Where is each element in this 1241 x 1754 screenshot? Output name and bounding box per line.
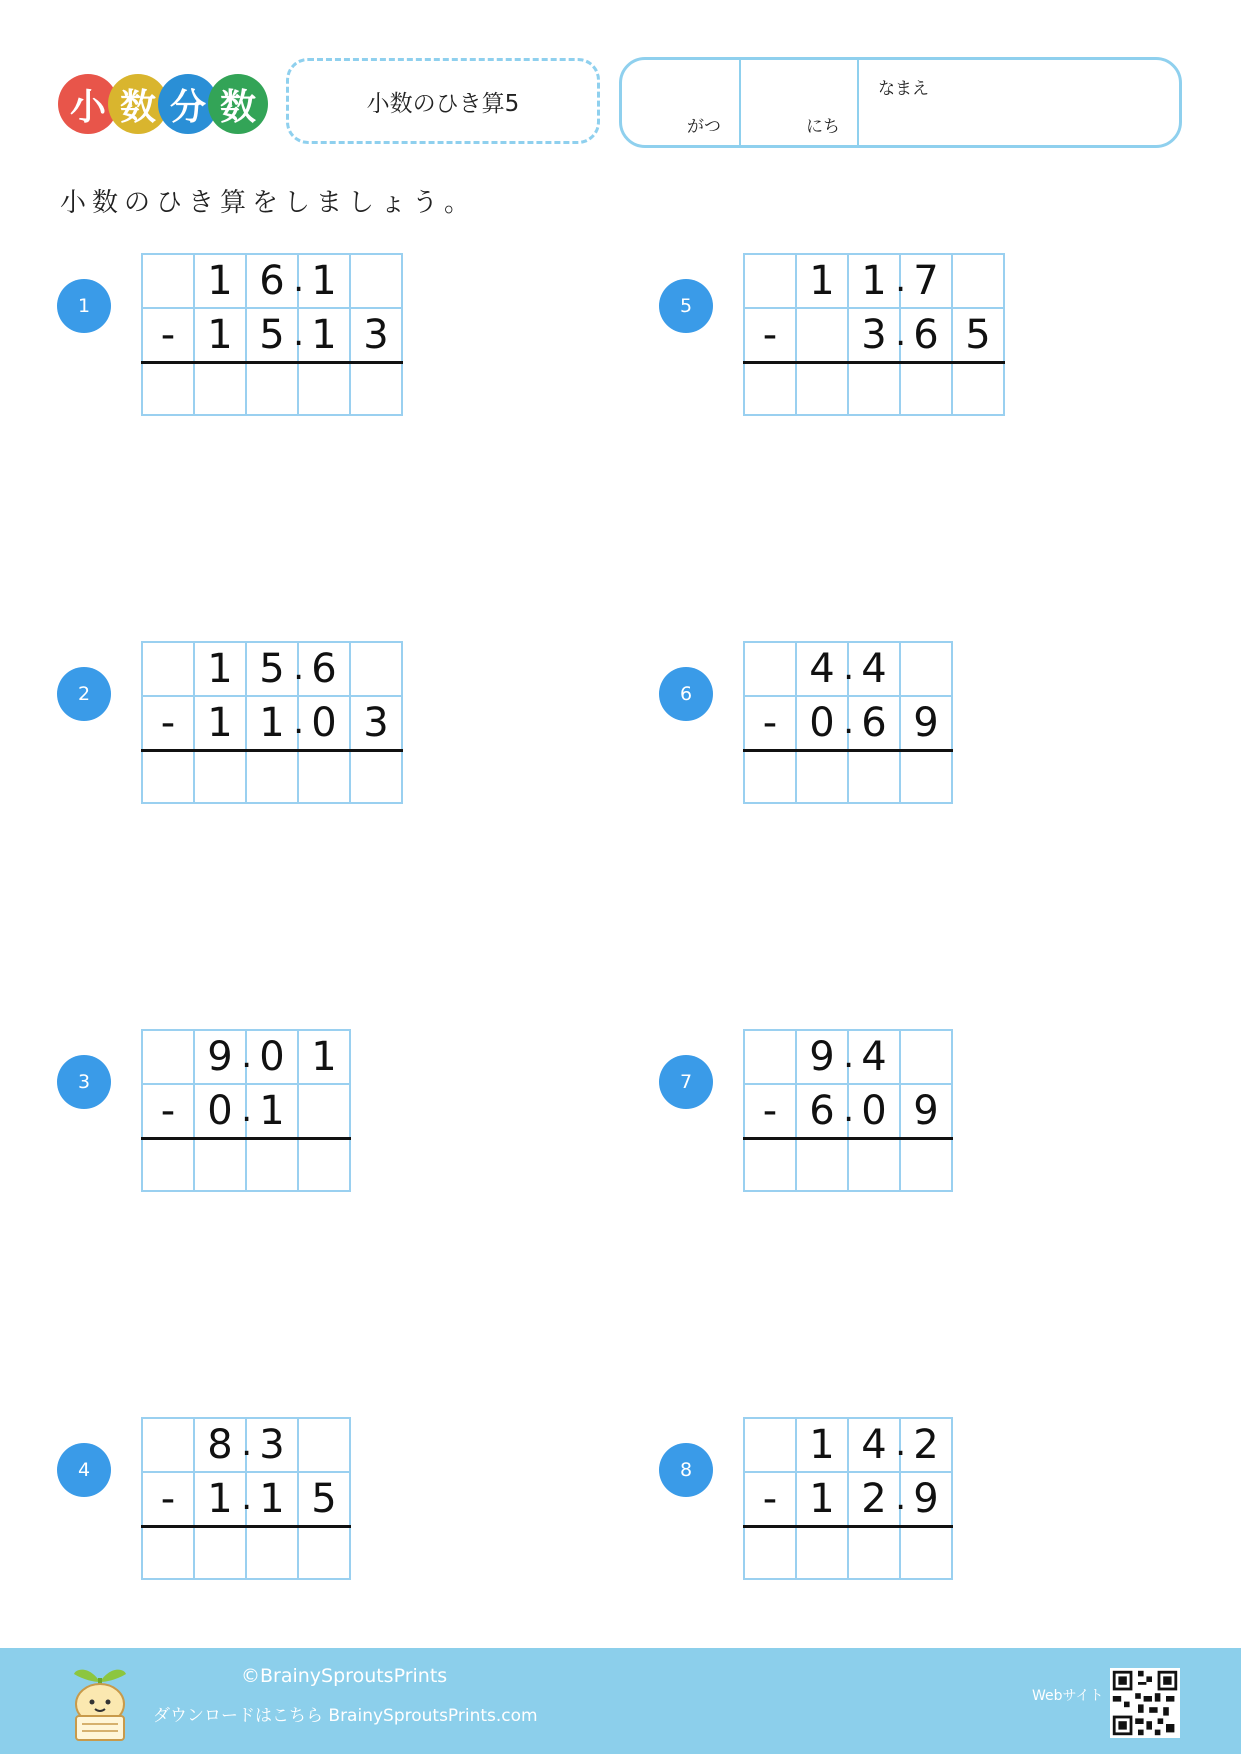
minuend-digit xyxy=(952,254,1004,308)
divider xyxy=(857,60,859,145)
problem-grid xyxy=(743,1029,953,1192)
answer-cell[interactable] xyxy=(298,1139,350,1191)
name-field[interactable] xyxy=(862,100,1172,142)
download-link[interactable]: ダウンロードはこちら BrainySproutsPrints.com xyxy=(153,1706,538,1726)
answer-cell[interactable] xyxy=(900,363,952,415)
subtrahend-digit: 5 xyxy=(298,1472,350,1527)
subtrahend-digit: 1 xyxy=(194,696,246,751)
answer-cell[interactable] xyxy=(796,1139,848,1191)
subtrahend-digit: 1 xyxy=(298,308,350,363)
answer-cell[interactable] xyxy=(848,751,900,803)
subtrahend-digit: 9 xyxy=(900,696,952,751)
answer-cell[interactable] xyxy=(900,1527,952,1579)
decimal-point: . xyxy=(843,702,854,742)
decimal-point: . xyxy=(241,1090,252,1130)
minuend-digit xyxy=(350,254,402,308)
problem-number: 4 xyxy=(57,1443,111,1497)
problem-number: 3 xyxy=(57,1055,111,1109)
answer-cell[interactable] xyxy=(350,363,402,415)
answer-cell[interactable] xyxy=(900,751,952,803)
subtrahend-digit: - xyxy=(142,696,194,751)
answer-cell[interactable] xyxy=(848,1139,900,1191)
decimal-point: . xyxy=(843,1090,854,1130)
answer-cell[interactable] xyxy=(796,751,848,803)
problem-number: 6 xyxy=(659,667,713,721)
subtrahend-digit: 6 xyxy=(900,308,952,363)
month-field[interactable] xyxy=(627,65,737,143)
minuend-digit: 3 xyxy=(246,1418,298,1472)
answer-cell[interactable] xyxy=(744,751,796,803)
minuend-digit xyxy=(744,254,796,308)
subtrahend-digit: - xyxy=(744,1472,796,1527)
minuend-digit xyxy=(350,642,402,696)
subtrahend-digit: - xyxy=(142,308,194,363)
subtrahend-digit: 1 xyxy=(796,1472,848,1527)
subtrahend-digit: 0 xyxy=(848,1084,900,1139)
minuend-digit xyxy=(298,1418,350,1472)
problem-grid xyxy=(743,253,1005,416)
subtrahend-digit xyxy=(796,308,848,363)
subtrahend-digit: 3 . xyxy=(848,308,900,363)
decimal-point: . xyxy=(293,260,304,300)
answer-cell[interactable] xyxy=(744,363,796,415)
subtrahend-digit: 3 xyxy=(350,696,402,751)
logo xyxy=(58,74,258,134)
subtrahend-digit: 0 . xyxy=(194,1084,246,1139)
decimal-point: . xyxy=(241,1036,252,1076)
subtrahend-digit: 5 . xyxy=(246,308,298,363)
minuend-digit xyxy=(142,642,194,696)
day-field[interactable] xyxy=(742,65,854,143)
problem-grid xyxy=(141,1417,351,1580)
minuend-digit: 4 . xyxy=(848,1418,900,1472)
minuend-digit: 7 xyxy=(900,254,952,308)
worksheet-title: 小数のひき算5 xyxy=(286,58,600,144)
minuend-digit xyxy=(142,1030,194,1084)
subtrahend-digit: - xyxy=(744,1084,796,1139)
minuend-digit: 1 xyxy=(298,1030,350,1084)
answer-cell[interactable] xyxy=(194,1139,246,1191)
subtrahend-digit: 5 xyxy=(952,308,1004,363)
problem-grid xyxy=(141,1029,351,1192)
decimal-point: . xyxy=(293,702,304,742)
subtrahend-digit: 9 xyxy=(900,1084,952,1139)
decimal-point: . xyxy=(293,314,304,354)
problem-grid xyxy=(141,641,403,804)
subtrahend-digit: 6 . xyxy=(796,1084,848,1139)
decimal-point: . xyxy=(843,648,854,688)
minuend-digit: 8 . xyxy=(194,1418,246,1472)
decimal-point: . xyxy=(895,1424,906,1464)
website-label: Webサイト xyxy=(1032,1688,1104,1704)
subtrahend-digit: 1 xyxy=(194,308,246,363)
answer-cell[interactable] xyxy=(900,1139,952,1191)
logo-char: 数 xyxy=(208,74,268,134)
decimal-point: . xyxy=(241,1478,252,1518)
answer-cell[interactable] xyxy=(246,751,298,803)
minuend-digit: 6 . xyxy=(246,254,298,308)
minuend-digit: 1 . xyxy=(848,254,900,308)
minuend-digit: 1 xyxy=(796,1418,848,1472)
minuend-digit: 9 . xyxy=(796,1030,848,1084)
subtrahend-digit: 1 xyxy=(246,1084,298,1139)
answer-cell[interactable] xyxy=(350,751,402,803)
sprout-mascot-icon xyxy=(68,1660,132,1744)
name-label: なまえ xyxy=(878,79,929,99)
subtrahend-digit: 1 xyxy=(246,1472,298,1527)
subtrahend-digit: 0 . xyxy=(796,696,848,751)
problem-grid xyxy=(743,1417,953,1580)
minuend-digit: 1 xyxy=(796,254,848,308)
minuend-digit xyxy=(744,642,796,696)
minuend-digit: 1 xyxy=(194,254,246,308)
subtrahend-digit: 1 . xyxy=(194,1472,246,1527)
decimal-point: . xyxy=(843,1036,854,1076)
subtrahend-digit xyxy=(298,1084,350,1139)
decimal-point: . xyxy=(241,1424,252,1464)
instruction: 小数のひき算をしましょう。 xyxy=(60,188,477,218)
minuend-digit xyxy=(744,1030,796,1084)
logo-char: 分 xyxy=(158,74,218,134)
answer-cell[interactable] xyxy=(298,363,350,415)
minuend-digit: 5 . xyxy=(246,642,298,696)
answer-cell[interactable] xyxy=(298,1527,350,1579)
answer-cell[interactable] xyxy=(142,1527,194,1579)
problem-number: 7 xyxy=(659,1055,713,1109)
minuend-digit xyxy=(900,1030,952,1084)
decimal-point: . xyxy=(895,314,906,354)
subtrahend-digit: 1 . xyxy=(246,696,298,751)
subtrahend-digit: - xyxy=(744,308,796,363)
answer-cell[interactable] xyxy=(848,1527,900,1579)
problem-number: 2 xyxy=(57,667,111,721)
problem-grid xyxy=(743,641,953,804)
minuend-digit: 4 xyxy=(848,642,900,696)
problem-grid xyxy=(141,253,403,416)
answer-cell[interactable] xyxy=(848,363,900,415)
answer-cell[interactable] xyxy=(246,1527,298,1579)
answer-cell[interactable] xyxy=(194,751,246,803)
decimal-point: . xyxy=(895,260,906,300)
subtrahend-digit: 9 xyxy=(900,1472,952,1527)
answer-cell[interactable] xyxy=(744,1139,796,1191)
problem-number: 5 xyxy=(659,279,713,333)
subtrahend-digit: 2 . xyxy=(848,1472,900,1527)
logo-char: 小 xyxy=(58,74,118,134)
problem-number: 8 xyxy=(659,1443,713,1497)
qr-code-icon[interactable] xyxy=(1110,1668,1180,1738)
minuend-digit xyxy=(900,642,952,696)
answer-cell[interactable] xyxy=(246,1139,298,1191)
answer-cell[interactable] xyxy=(142,751,194,803)
answer-cell[interactable] xyxy=(796,1527,848,1579)
problem-number: 1 xyxy=(57,279,111,333)
minuend-digit: 0 xyxy=(246,1030,298,1084)
decimal-point: . xyxy=(895,1478,906,1518)
subtrahend-digit: - xyxy=(744,696,796,751)
month-label: がつ xyxy=(687,117,721,137)
day-label: にち xyxy=(806,117,840,137)
minuend-digit xyxy=(744,1418,796,1472)
answer-cell[interactable] xyxy=(744,1527,796,1579)
subtrahend-digit: 3 xyxy=(350,308,402,363)
minuend-digit: 4 xyxy=(848,1030,900,1084)
subtrahend-digit: 0 xyxy=(298,696,350,751)
minuend-digit xyxy=(142,1418,194,1472)
minuend-digit: 9 . xyxy=(194,1030,246,1084)
subtrahend-digit: - xyxy=(142,1472,194,1527)
answer-cell[interactable] xyxy=(246,363,298,415)
answer-cell[interactable] xyxy=(194,363,246,415)
decimal-point: . xyxy=(293,648,304,688)
divider xyxy=(739,60,741,145)
date-name-box xyxy=(619,57,1182,148)
minuend-digit xyxy=(142,254,194,308)
copyright-text: ©BrainySproutsPrints xyxy=(241,1665,448,1687)
subtrahend-digit: 6 xyxy=(848,696,900,751)
answer-cell[interactable] xyxy=(952,363,1004,415)
answer-cell[interactable] xyxy=(796,363,848,415)
minuend-digit: 6 xyxy=(298,642,350,696)
minuend-digit: 2 xyxy=(900,1418,952,1472)
minuend-digit: 1 xyxy=(194,642,246,696)
answer-cell[interactable] xyxy=(298,751,350,803)
answer-cell[interactable] xyxy=(142,363,194,415)
minuend-digit: 1 xyxy=(298,254,350,308)
subtrahend-digit: - xyxy=(142,1084,194,1139)
answer-cell[interactable] xyxy=(142,1139,194,1191)
answer-cell[interactable] xyxy=(194,1527,246,1579)
minuend-digit: 4 . xyxy=(796,642,848,696)
logo-char: 数 xyxy=(108,74,168,134)
